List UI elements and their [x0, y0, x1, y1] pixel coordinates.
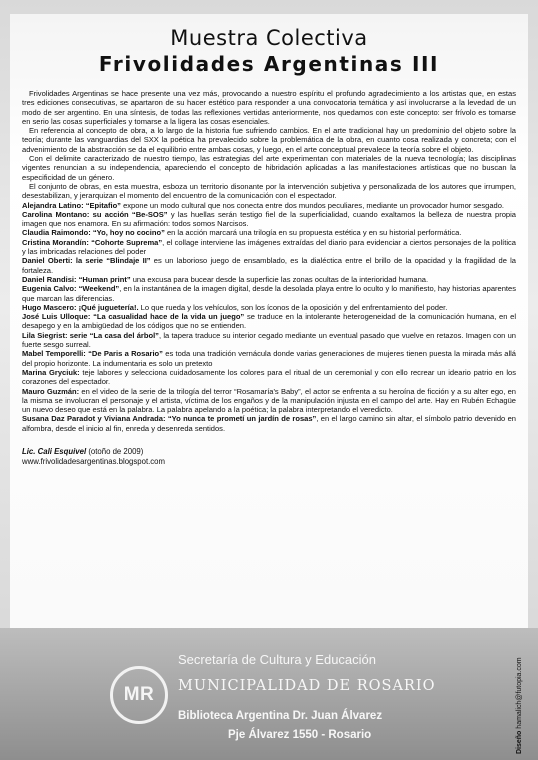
footer — [0, 628, 538, 760]
artist-entry: Marina Gryciuk: teje labores y selecciona cuidadosamente los colores para el ritual de un ceremonial y con ello recrear un ideario patrio en los corazones del espectador. — [22, 367, 516, 387]
intro-text — [22, 89, 516, 201]
logo-text: MR — [123, 684, 155, 705]
intro-paragraph: Con el delimite caracterizado de nuestro tiempo, las estrategias del arte experimentan con materiales de la nueva tecnología; las disciplinas vigentes renuncian a su independencia, apareciendo el concepto de hibridación aplicadas a las manifestaciones artísticas que no buscan la especificidad de un género. — [22, 154, 516, 182]
exhibition-title: Muestra Colectiva — [170, 26, 368, 50]
author-name: Lic. Cali Esquivel — [22, 446, 87, 456]
blog-link[interactable]: www.frivolidadesargentinas.blogspot.com — [22, 456, 166, 466]
artist-entry: Claudia Raimondo: “Yo, hoy no cocino” en la acción marcará una trilogía en su propuesta estética y en su historial performática. — [22, 228, 462, 238]
intro-paragraph: El conjunto de obras, en esta muestra, esboza un territorio disonante por la intervención subjetiva y personalizada de los autores que irrumpen, desestabilizan, y jerarquizan el momento del encuentro de la comunicación con el espectador. — [22, 181, 516, 201]
artist-entry: Hugo Mascero: ¡Qué juguetería!. Lo que rueda y los vehículos, son los íconos de la oposición y del enfrentamiento del poder. — [22, 302, 448, 312]
content-panel — [10, 14, 528, 628]
intro-paragraph: En referencia al concepto de obra, a lo largo de la historia fue sufriendo cambios. En el arte tradicional hay un predominio del objeto sobre la teoría; durante las vanguardias del SXX la poética ha prevalecido sobre la problemática de la obra, en cuanto cosa realizada y concreta; con el advenimiento de la abstracción se da el equilibrio entre ambas cosas, y luego, en el arte conceptual prevalece la teoría sobre el objeto. — [22, 126, 516, 154]
library-address: Pje Álvarez 1550 - Rosario — [228, 729, 372, 741]
artist-entry: José Luis Ulloque: “La casualidad hace de la vida un juego” se traduce en la intolerante heterogeneidad de la comunicación humana, en el desapego y en la ambigüedad de los códigos que no se entienden. — [22, 312, 517, 331]
library-name: Biblioteca Argentina Dr. Juan Álvarez — [178, 710, 383, 722]
artist-entry: Eugenia Calvo: “Weekend”, en la instantánea de la imagen digital, desde la desolada playa entre lo oculto y lo manifiesto, hay historias aparentes que marcan las diferencias. — [22, 284, 516, 303]
signature — [22, 447, 516, 467]
credit-label: Diseño — [516, 730, 523, 754]
credit-email: hamalich@futopia.com — [516, 657, 523, 729]
signature-date: (otoño de 2009) — [88, 446, 144, 456]
artist-entry: Lila Siegrist: serie “La casa del árbol”, la tapera traduce su interior cegado mediante un eventual pasado que vuelve en retazos. Imagen con un fuerte sesgo surreal. — [22, 330, 516, 350]
artist-entry: Cristina Morandín: “Cohorte Suprema”, el collage interviene las imágenes extraídas del diario para evidenciar a ciertos personajes de la política y las imbricadas relaciones del poder — [22, 237, 516, 257]
artist-entry: Mauro Guzmán: en el video de la serie de la trilogía del terror “Rosamaría's Baby”, el actor se enfrenta a su heroína de ficción y a su alter ego, en la misma se involucran el personaje y el artista, víctima de los engaños y de la manipulación injusta en el campo del arte. Hay en Rubén Echagüe un nuevo deseo que está en la palabra. La palabra apelando a la poética; la palabra interpretando el veredicto. — [22, 386, 516, 415]
artist-entry: Mabel Temporelli: “De Paris a Rosario” es toda una tradición vernácula donde varias generaciones de mujeres tienen puesta la mirada más allá del propio horizonte. La indumentaria es solo un pretexto — [22, 349, 517, 368]
exhibition-subtitle: Frivolidades Argentinas III — [98, 52, 440, 76]
municipalidad-label: MUNICIPALIDAD DE ROSARIO — [178, 678, 436, 694]
municipality-logo — [110, 666, 168, 724]
secretaria-label: Secretaría de Cultura y Educación — [178, 652, 376, 667]
artist-entry: Daniel Randisi: “Human print” una excusa para bucear desde la superficie las zonas ocultas de la interioridad humana. — [22, 274, 429, 284]
artist-list — [22, 201, 516, 433]
intro-paragraph: Frivolidades Argentinas se hace presente una vez más, provocando a nuestro espíritu el profundo agradecimiento a los artistas que, en estas tres ediciones consecutivas, se apartaron de su hacer estético para responder a una convocatoria temática y así involucrarse a la levedad de un modo de ser argentino. En una síntesis, de todas las reflexiones vertidas anteriormente, nos quedamos con este concepto: ser frívolo es tomarse en serio las cosas superficiales y tomarse a la ligera las cosas esenciales. — [22, 89, 516, 126]
artist-entry: Daniel Oberti: la serie “Blindaje II” es un laborioso juego de ensamblado, es la dialéctica entre el brillo de la opacidad y la fragilidad de la fortaleza. — [22, 256, 517, 275]
artist-entry: Alejandra Latino: “Epitafio” expone un modo cultural que nos conecta entre dos mundos peculiares, mediante un provocador humor sesgado. — [22, 200, 505, 210]
header — [22, 26, 516, 77]
artist-entry: Susana Daz Paradot y Viviana Andrada: “Yo nunca te prometí un jardín de rosas”, en el largo camino sin altar, el símbolo patrio devenido en alfombra, desde el inicio al fin, enreda y desenreda sentidos. — [22, 414, 516, 433]
artist-entry: Carolina Montano: su acción “Be-SOS” y las huellas serán testigo fiel de la superficialidad, cuando exaltamos la belleza de nuestra propia imagen que nos enamora. En su afirmación: todos somos Narcisos. — [22, 209, 516, 229]
design-credit — [516, 634, 523, 754]
